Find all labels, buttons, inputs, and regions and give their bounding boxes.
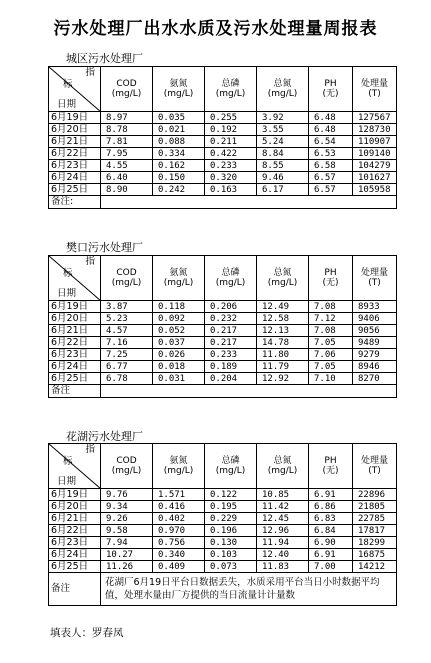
table-row [49,349,397,361]
table-row [49,160,397,172]
value-cell-cod: 5.23 [101,313,153,325]
value-cell-ph: 7.05 [309,361,353,373]
value-cell-tn: 10.85 [257,489,309,501]
corner-indicator-label: 指 [85,256,95,267]
remark-row [49,573,397,606]
plant-name-0: 城区污水处理厂 [66,52,143,65]
remark-text [101,196,397,209]
value-cell-tp: 0.217 [205,325,257,337]
value-cell-tp: 0.103 [205,549,257,561]
value-cell-cod: 7.25 [101,349,153,361]
value-cell-cod: 3.87 [101,301,153,313]
value-cell-cod: 9.26 [101,513,153,525]
remark-text: 花湖厂6月19日平台日数据丢失，水质采用平台当日小时数据平均值，处理水量由厂方提供的当日流量计计量数 [101,573,397,606]
value-cell-tp: 0.217 [205,337,257,349]
value-cell-nh3: 0.150 [153,172,205,184]
column-unit: (mg/L) [163,89,194,99]
value-cell-cod: 8.78 [101,124,153,136]
value-cell-flow: 9279 [353,349,397,361]
table-row [49,525,397,537]
table-row [49,489,397,501]
value-cell-nh3: 0.092 [153,313,205,325]
column-name: 总磷 [221,268,240,278]
water-quality-table [48,443,397,606]
column-unit: (T) [368,278,381,288]
value-cell-cod: 10.27 [101,549,153,561]
value-cell-flow: 9406 [353,313,397,325]
value-cell-cod: 9.58 [101,525,153,537]
value-cell-flow: 18299 [353,537,397,549]
value-cell-nh3: 0.340 [153,549,205,561]
column-name: 总磷 [221,456,240,466]
remark-row [49,385,397,398]
value-cell-ph: 7.00 [309,561,353,573]
remark-text [101,385,397,398]
column-header-tn [257,256,309,301]
value-cell-flow: 8270 [353,373,397,385]
value-cell-tn: 12.58 [257,313,309,325]
column-unit: (T) [368,466,381,476]
value-cell-cod: 6.77 [101,361,153,373]
corner-header-cell [49,444,101,489]
date-cell: 6月21日 [49,325,101,337]
value-cell-nh3: 0.031 [153,373,205,385]
date-cell: 6月25日 [49,373,101,385]
column-unit: (mg/L) [215,89,246,99]
value-cell-cod: 7.81 [101,136,153,148]
date-cell: 6月22日 [49,525,101,537]
value-cell-tn: 12.40 [257,549,309,561]
column-unit: (mg/L) [215,466,246,476]
date-cell: 6月20日 [49,313,101,325]
value-cell-flow: 22896 [353,489,397,501]
table-row [49,184,397,196]
column-header-ph [309,444,353,489]
value-cell-cod: 7.95 [101,148,153,160]
column-header-cod [101,256,153,301]
column-header-tn [257,67,309,112]
value-cell-tp: 0.233 [205,160,257,172]
value-cell-tn: 11.83 [257,561,309,573]
table-row [49,501,397,513]
column-name: 氨氮 [169,79,188,89]
column-unit: (无) [322,278,339,288]
column-name: PH [324,456,337,466]
value-cell-cod: 4.55 [101,160,153,172]
value-cell-nh3: 0.162 [153,160,205,172]
column-name: COD [116,79,137,89]
date-cell: 6月20日 [49,501,101,513]
column-unit: (mg/L) [111,89,142,99]
column-name: 总氮 [273,79,292,89]
value-cell-cod: 7.16 [101,337,153,349]
column-unit: (mg/L) [267,466,298,476]
value-cell-ph: 6.48 [309,124,353,136]
value-cell-flow: 8933 [353,301,397,313]
column-name: 处理量 [360,456,388,466]
value-cell-tn: 11.42 [257,501,309,513]
value-cell-tp: 0.195 [205,501,257,513]
table-row [49,136,397,148]
date-cell: 6月23日 [49,349,101,361]
value-cell-ph: 6.91 [309,489,353,501]
value-cell-flow: 17817 [353,525,397,537]
value-cell-nh3: 0.088 [153,136,205,148]
date-cell: 6月24日 [49,549,101,561]
value-cell-tp: 0.189 [205,361,257,373]
column-header-nh3 [153,256,205,301]
value-cell-tn: 6.17 [257,184,309,196]
value-cell-cod: 9.76 [101,489,153,501]
column-unit: (无) [322,466,339,476]
value-cell-ph: 7.08 [309,301,353,313]
date-cell: 6月23日 [49,160,101,172]
corner-date-label: 日期 [57,99,77,110]
date-cell: 6月24日 [49,172,101,184]
value-cell-ph: 6.53 [309,148,353,160]
column-name: PH [324,79,337,89]
value-cell-cod: 7.94 [101,537,153,549]
table-row [49,124,397,136]
value-cell-nh3: 0.118 [153,301,205,313]
value-cell-nh3: 0.018 [153,361,205,373]
value-cell-flow: 9489 [353,337,397,349]
water-quality-table [48,66,397,209]
value-cell-nh3: 0.052 [153,325,205,337]
table-row [49,112,397,124]
value-cell-nh3: 0.037 [153,337,205,349]
value-cell-tn: 12.49 [257,301,309,313]
date-cell: 6月19日 [49,112,101,124]
value-cell-tn: 8.84 [257,148,309,160]
date-cell: 6月20日 [49,124,101,136]
column-name: PH [324,268,337,278]
date-cell: 6月21日 [49,136,101,148]
date-cell: 6月25日 [49,561,101,573]
value-cell-tn: 3.92 [257,112,309,124]
report-title: 污水处理厂出水水质及污水处理量周报表 [53,19,378,39]
value-cell-ph: 6.48 [309,112,353,124]
column-unit: (无) [322,89,339,99]
date-cell: 6月19日 [49,489,101,501]
table-header-row [49,67,397,112]
remark-label: 备注: [49,196,101,209]
date-cell: 6月21日 [49,513,101,525]
table-row [49,361,397,373]
value-cell-tp: 0.130 [205,537,257,549]
value-cell-nh3: 0.416 [153,501,205,513]
value-cell-flow: 8946 [353,361,397,373]
remark-label: 备注 [49,573,101,606]
column-name: COD [116,456,137,466]
value-cell-tp: 0.211 [205,136,257,148]
value-cell-nh3: 0.026 [153,349,205,361]
value-cell-tn: 11.79 [257,361,309,373]
value-cell-nh3: 0.021 [153,124,205,136]
column-header-flow [353,256,397,301]
column-header-cod [101,67,153,112]
value-cell-tp: 0.206 [205,301,257,313]
value-cell-tn: 12.13 [257,325,309,337]
column-unit: (mg/L) [111,278,142,288]
preparer-line: 填表人：罗春凤 [50,627,124,639]
column-unit: (mg/L) [111,466,142,476]
column-name: 总氮 [273,456,292,466]
table-row [49,373,397,385]
value-cell-tp: 0.255 [205,112,257,124]
value-cell-flow: 101627 [353,172,397,184]
value-cell-ph: 6.91 [309,549,353,561]
plant-name-2: 花湖污水处理厂 [66,430,143,443]
value-cell-tn: 3.55 [257,124,309,136]
value-cell-ph: 6.57 [309,184,353,196]
column-unit: (mg/L) [267,89,298,99]
value-cell-nh3: 1.571 [153,489,205,501]
column-header-nh3 [153,444,205,489]
column-header-nh3 [153,67,205,112]
corner-date-label: 日期 [57,476,77,487]
corner-header-cell [49,67,101,112]
column-unit: (T) [368,89,381,99]
table-row [49,148,397,160]
column-name: 总磷 [221,79,240,89]
value-cell-cod: 8.97 [101,112,153,124]
value-cell-tn: 11.94 [257,537,309,549]
column-unit: (mg/L) [163,466,194,476]
column-header-flow [353,67,397,112]
value-cell-flow: 110907 [353,136,397,148]
date-cell: 6月22日 [49,337,101,349]
value-cell-flow: 16875 [353,549,397,561]
table-row [49,513,397,525]
table-row [49,337,397,349]
corner-indicator-label-2: 标 [63,456,73,467]
column-name: 氨氮 [169,268,188,278]
value-cell-tp: 0.073 [205,561,257,573]
column-name: COD [116,268,137,278]
value-cell-cod: 9.34 [101,501,153,513]
table-row [49,561,397,573]
value-cell-cod: 8.90 [101,184,153,196]
column-header-flow [353,444,397,489]
value-cell-flow: 21805 [353,501,397,513]
value-cell-cod: 11.26 [101,561,153,573]
value-cell-ph: 6.54 [309,136,353,148]
value-cell-tn: 5.24 [257,136,309,148]
value-cell-ph: 7.12 [309,313,353,325]
column-header-tp [205,67,257,112]
value-cell-ph: 7.06 [309,349,353,361]
column-header-ph [309,256,353,301]
value-cell-nh3: 0.970 [153,525,205,537]
date-cell: 6月24日 [49,361,101,373]
column-name: 处理量 [360,79,388,89]
corner-indicator-label-2: 标 [63,268,73,279]
value-cell-nh3: 0.035 [153,112,205,124]
value-cell-flow: 109140 [353,148,397,160]
value-cell-ph: 6.57 [309,172,353,184]
column-unit: (mg/L) [163,278,194,288]
value-cell-nh3: 0.334 [153,148,205,160]
date-cell: 6月25日 [49,184,101,196]
value-cell-flow: 9056 [353,325,397,337]
value-cell-flow: 127567 [353,112,397,124]
value-cell-flow: 105958 [353,184,397,196]
value-cell-flow: 14212 [353,561,397,573]
value-cell-flow: 104279 [353,160,397,172]
value-cell-flow: 22785 [353,513,397,525]
remark-label: 备注 [49,385,101,398]
value-cell-nh3: 0.409 [153,561,205,573]
corner-date-label: 日期 [57,288,77,299]
value-cell-nh3: 0.756 [153,537,205,549]
value-cell-tp: 0.163 [205,184,257,196]
table-row [49,325,397,337]
value-cell-nh3: 0.402 [153,513,205,525]
value-cell-tn: 9.46 [257,172,309,184]
date-cell: 6月19日 [49,301,101,313]
value-cell-tp: 0.192 [205,124,257,136]
date-cell: 6月23日 [49,537,101,549]
table-row [49,549,397,561]
column-header-cod [101,444,153,489]
column-header-tp [205,444,257,489]
value-cell-nh3: 0.242 [153,184,205,196]
value-cell-cod: 6.78 [101,373,153,385]
table-header-row [49,444,397,489]
value-cell-tn: 14.78 [257,337,309,349]
remark-row [49,196,397,209]
column-name: 总氮 [273,268,292,278]
corner-indicator-label: 指 [85,67,95,78]
table-header-row [49,256,397,301]
value-cell-tp: 0.122 [205,489,257,501]
value-cell-ph: 6.90 [309,537,353,549]
value-cell-tp: 0.229 [205,513,257,525]
date-cell: 6月22日 [49,148,101,160]
value-cell-tp: 0.204 [205,373,257,385]
table-row [49,172,397,184]
water-quality-table [48,255,397,398]
plant-name-1: 樊口污水处理厂 [66,241,143,254]
value-cell-tn: 12.45 [257,513,309,525]
column-header-tn [257,444,309,489]
value-cell-ph: 7.08 [309,325,353,337]
column-unit: (mg/L) [215,278,246,288]
value-cell-tn: 11.80 [257,349,309,361]
value-cell-ph: 6.58 [309,160,353,172]
value-cell-tn: 12.92 [257,373,309,385]
corner-indicator-label: 指 [85,444,95,455]
value-cell-ph: 6.86 [309,501,353,513]
value-cell-tp: 0.233 [205,349,257,361]
value-cell-tn: 8.55 [257,160,309,172]
value-cell-flow: 128730 [353,124,397,136]
value-cell-tn: 12.96 [257,525,309,537]
column-name: 处理量 [360,268,388,278]
column-unit: (mg/L) [267,278,298,288]
column-header-tp [205,256,257,301]
value-cell-tp: 0.232 [205,313,257,325]
value-cell-cod: 4.57 [101,325,153,337]
column-name: 氨氮 [169,456,188,466]
corner-header-cell [49,256,101,301]
column-header-ph [309,67,353,112]
table-row [49,313,397,325]
value-cell-tp: 0.196 [205,525,257,537]
value-cell-tp: 0.320 [205,172,257,184]
value-cell-ph: 7.05 [309,337,353,349]
value-cell-tp: 0.422 [205,148,257,160]
table-row [49,537,397,549]
value-cell-ph: 7.10 [309,373,353,385]
value-cell-ph: 6.84 [309,525,353,537]
value-cell-cod: 6.40 [101,172,153,184]
value-cell-ph: 6.83 [309,513,353,525]
table-row [49,301,397,313]
corner-indicator-label-2: 标 [63,79,73,90]
